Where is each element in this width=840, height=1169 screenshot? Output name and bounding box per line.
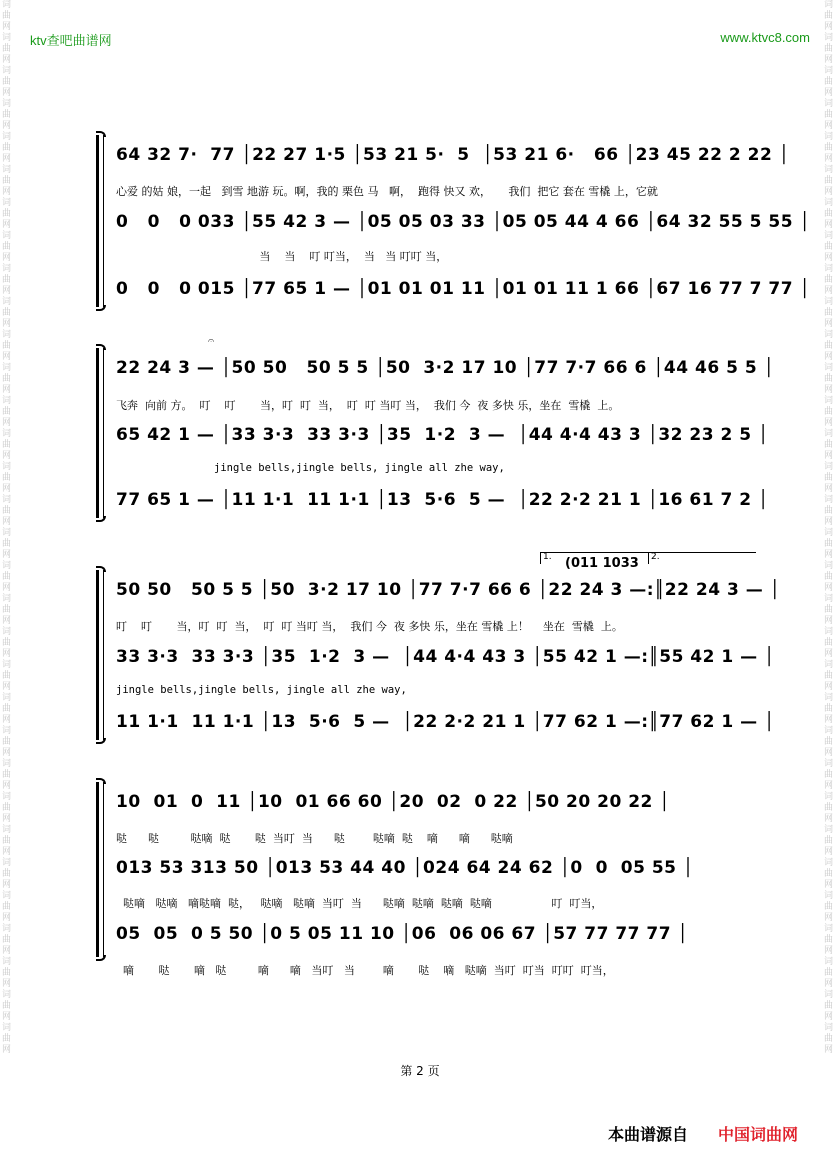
staff-line-1: 10 01 0 11 │10 01 66 60 │20 02 0 22 │50 20 20 22 │ [116,792,671,812]
score-system-2 [96,334,775,518]
system-bracket [96,570,106,740]
lyric-line-2: 当 当 叮 叮当， 当 当 叮叮 当， [116,250,448,263]
score-system-3 [96,570,781,740]
watermark-right: 词曲网 词曲网 词曲网 词曲网 词曲网 词曲网 词曲网 词曲网 词曲网 词曲网 词曲网 词曲网 词曲网 词曲网 词曲网 词曲网 词曲网 词曲网 词曲网 词曲网 词曲网 词曲网 词曲网 词曲网 词曲网 词曲网 词曲网 词曲网 词曲网 词曲网 词曲网 词曲网 [824,0,834,1055]
lyric-line-1: 哒 哒 哒嘀 哒 哒 当叮 当 哒 哒嘀 哒 嘀 嘀 哒嘀 [116,832,513,845]
staff-line-2: 33 3·3 33 3·3 │35 1·2 3 — │44 4·4 43 3 │55 42 1 —:║55 42 1 — │ [116,647,775,667]
staff-line-1: 64 32 7· 77 │22 27 1·5 │53 21 5· 5 │53 21 6· 66 │23 45 22 2 22 │ [116,145,790,165]
pickup-notes: (011 1033 [565,556,639,571]
footer-source-site[interactable]: 中国词曲网 [718,1125,799,1144]
staff-line-1: 22 24 3 — │50 50 50 5 5 │50 3·2 17 10 │77 7·7 66 6 │44 46 5 5 │ [116,358,775,378]
lyric-line-english: jingle bells,jingle bells, jingle all zhe way, [214,462,505,474]
site-url-right[interactable]: www.ktvc8.com [720,30,810,45]
watermark-left: 词曲网 词曲网 词曲网 词曲网 词曲网 词曲网 词曲网 词曲网 词曲网 词曲网 词曲网 词曲网 词曲网 词曲网 词曲网 词曲网 词曲网 词曲网 词曲网 词曲网 词曲网 词曲网 词曲网 词曲网 词曲网 词曲网 词曲网 词曲网 词曲网 词曲网 词曲网 词曲网 [2,0,12,1055]
staff-line-1: 50 50 50 5 5 │50 3·2 17 10 │77 7·7 66 6 │22 24 3 —:║22 24 3 — │ [116,580,781,600]
system-bracket [96,782,106,957]
score-system-1 [96,135,811,307]
staff-line-3: 77 65 1 — │11 1·1 11 1·1 │13 5·6 5 — │22 2·2 21 1 │16 61 7 2 │ [116,490,769,510]
staff-line-2: 013 53 313 50 │013 53 44 40 │024 64 24 62 │0 0 05 55 │ [116,858,694,878]
system-bracket [96,135,106,307]
lyric-line-english: jingle bells,jingle bells, jingle all zhe way, [116,684,407,696]
fermata-icon: 𝄐 [208,334,215,347]
volta-second: 2. [648,552,660,564]
lyric-line-1: 飞奔 向前 方。 叮 叮 当，叮 叮 当， 叮 叮 当叮 当， 我们 今 夜 多快 乐，坐在 雪橇 上。 [116,399,620,412]
staff-line-2: 65 42 1 — │33 3·3 33 3·3 │35 1·2 3 — │44 4·4 43 3 │32 23 2 5 │ [116,425,769,445]
staff-line-3: 05 05 0 5 50 │0 5 05 11 10 │06 06 06 67 │57 77 77 77 │ [116,924,689,944]
footer-source-label: 本曲谱源自 [608,1125,689,1144]
lyric-line-1: 叮 叮 当，叮 叮 当， 叮 叮 当叮 当， 我们 今 夜 多快 乐，坐在 雪橇 上！ 坐在 雪橇 上。 [116,620,623,633]
lyric-line-1: 心爱 的姑 娘，一起 到雪 地游 玩。啊，我的 栗色 马 啊， 跑得 快又 欢， 我们 把它 套在 雪橇 上，它就 [116,185,658,198]
staff-line-2: 0 0 0 033 │55 42 3 — │05 05 03 33 │05 05 44 4 66 │64 32 55 5 55 │ [116,212,811,232]
score-system-4 [96,782,756,977]
system-bracket [96,348,106,518]
staff-line-3: 0 0 0 015 │77 65 1 — │01 01 01 11 │01 01 11 1 66 │67 16 77 7 77 │ [116,279,811,299]
volta-first: 1. [540,552,552,564]
page-number: 第 2 页 [400,1064,440,1078]
staff-line-3: 11 1·1 11 1·1 │13 5·6 5 — │22 2·2 21 1 │77 62 1 —:║77 62 1 — │ [116,712,775,732]
lyric-line-2: 哒嘀 哒嘀 嘀哒嘀 哒， 哒嘀 哒嘀 当叮 当 哒嘀 哒嘀 哒嘀 哒嘀 叮 叮当， [116,897,603,910]
site-name-left[interactable]: ktv查吧曲谱网 [30,33,112,48]
lyric-line-3: 嘀 哒 嘀 哒 嘀 嘀 当叮 当 嘀 哒 嘀 哒嘀 当叮 叮当 叮叮 叮当， [116,964,614,977]
